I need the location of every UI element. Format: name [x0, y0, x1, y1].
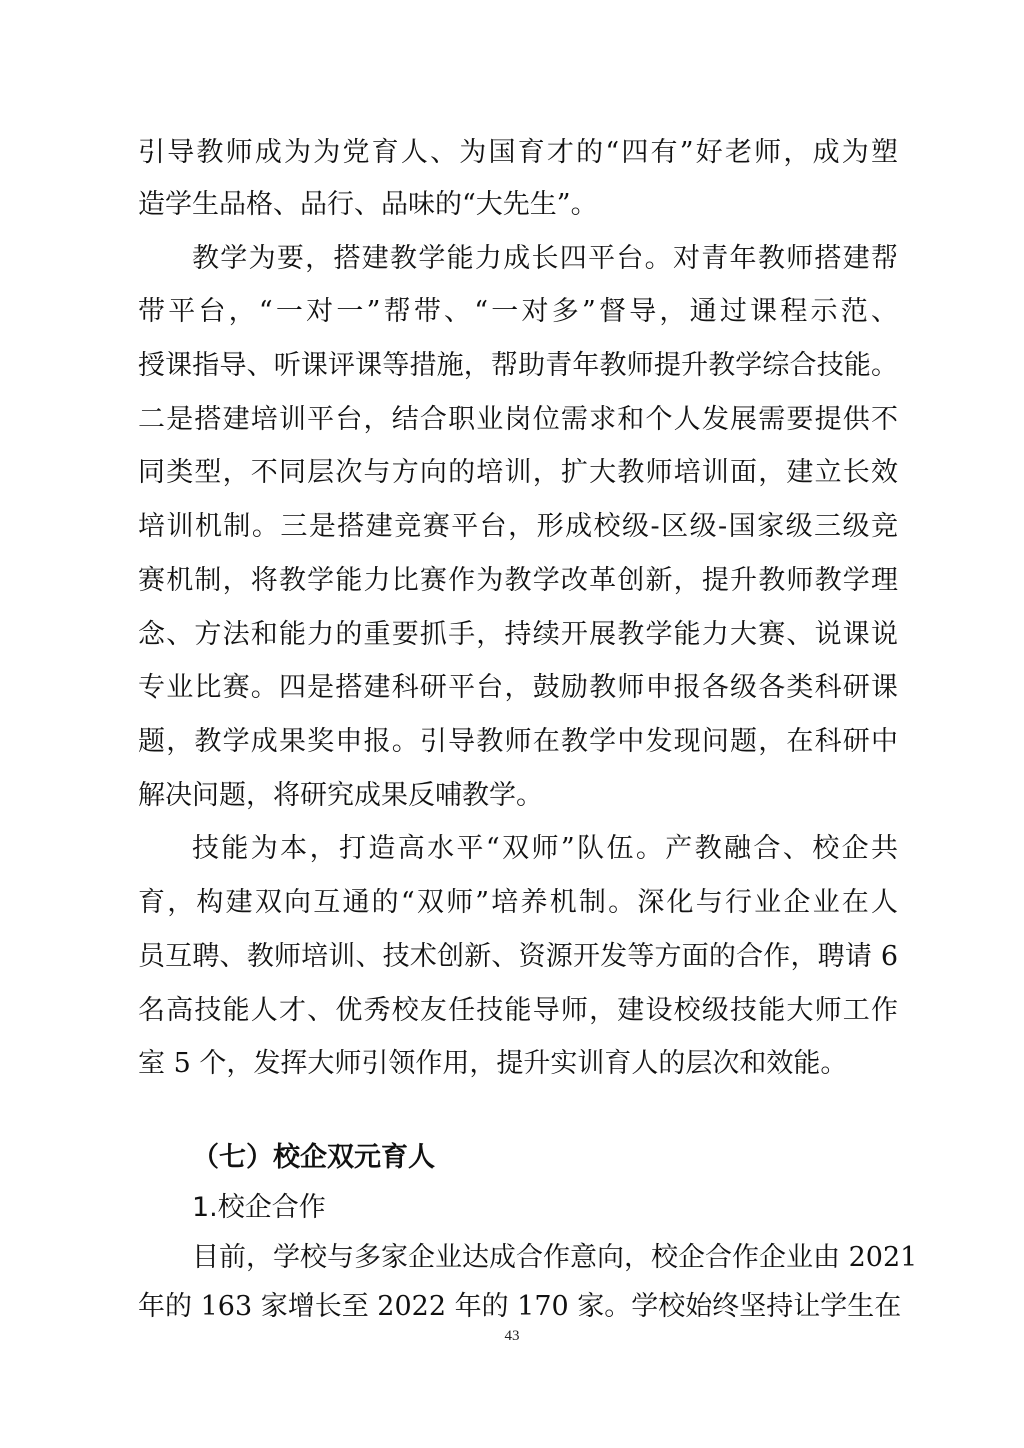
page-number: 43	[504, 1328, 520, 1344]
paragraph-line: 育，构建双向互通的“双师”培养机制。深化与行业企业在人	[138, 887, 898, 918]
paragraph-line: 技能为本，打造高水平“双师”队伍。产教融合、校企共	[192, 833, 898, 864]
paragraph-line: 培训机制。三是搭建竞赛平台，形成校级-区级-国家级三级竞	[138, 511, 898, 542]
paragraph-line: 员互聘、教师培训、技术创新、资源开发等方面的合作，聘请 6	[138, 941, 898, 972]
paragraph-line: 解决问题，将研究成果反哺教学。	[138, 780, 543, 811]
paragraph-line: 名高技能人才、优秀校友任技能导师，建设校级技能大师工作	[138, 995, 898, 1026]
paragraph-line: 念、方法和能力的重要抓手，持续开展教学能力大赛、说课说	[138, 619, 898, 650]
paragraph-line: 教学为要，搭建教学能力成长四平台。对青年教师搭建帮	[192, 243, 898, 274]
paragraph-line: 同类型，不同层次与方向的培训，扩大教师培训面，建立长效	[138, 457, 898, 488]
subsection-heading: 1.校企合作	[192, 1192, 326, 1223]
paragraph-line: 目前，学校与多家企业达成合作意向，校企合作企业由 2021	[192, 1242, 918, 1273]
paragraph-line: 授课指导、听课评课等措施，帮助青年教师提升教学综合技能。	[138, 350, 898, 381]
paragraph-line: 室 5 个，发挥大师引领作用，提升实训育人的层次和效能。	[138, 1048, 848, 1079]
paragraph-line: 造学生品格、品行、品味的“大先生”。	[138, 189, 598, 220]
paragraph-line: 带平台，“一对一”帮带、“一对多”督导，通过课程示范、	[138, 296, 898, 327]
paragraph-line: 专业比赛。四是搭建科研平台，鼓励教师申报各级各类科研课	[138, 672, 898, 703]
paragraph-line: 题，教学成果奖申报。引导教师在教学中发现问题，在科研中	[138, 726, 898, 757]
paragraph-line: 年的 163 家增长至 2022 年的 170 家。学校始终坚持让学生在	[138, 1291, 902, 1322]
paragraph-line: 赛机制，将教学能力比赛作为教学改革创新，提升教师教学理	[138, 565, 898, 596]
paragraph-line: 引导教师成为为党育人、为国育才的“四有”好老师，成为塑	[138, 137, 898, 168]
section-heading: （七）校企双元育人	[192, 1142, 435, 1173]
paragraph-line: 二是搭建培训平台，结合职业岗位需求和个人发展需要提供不	[138, 404, 898, 435]
